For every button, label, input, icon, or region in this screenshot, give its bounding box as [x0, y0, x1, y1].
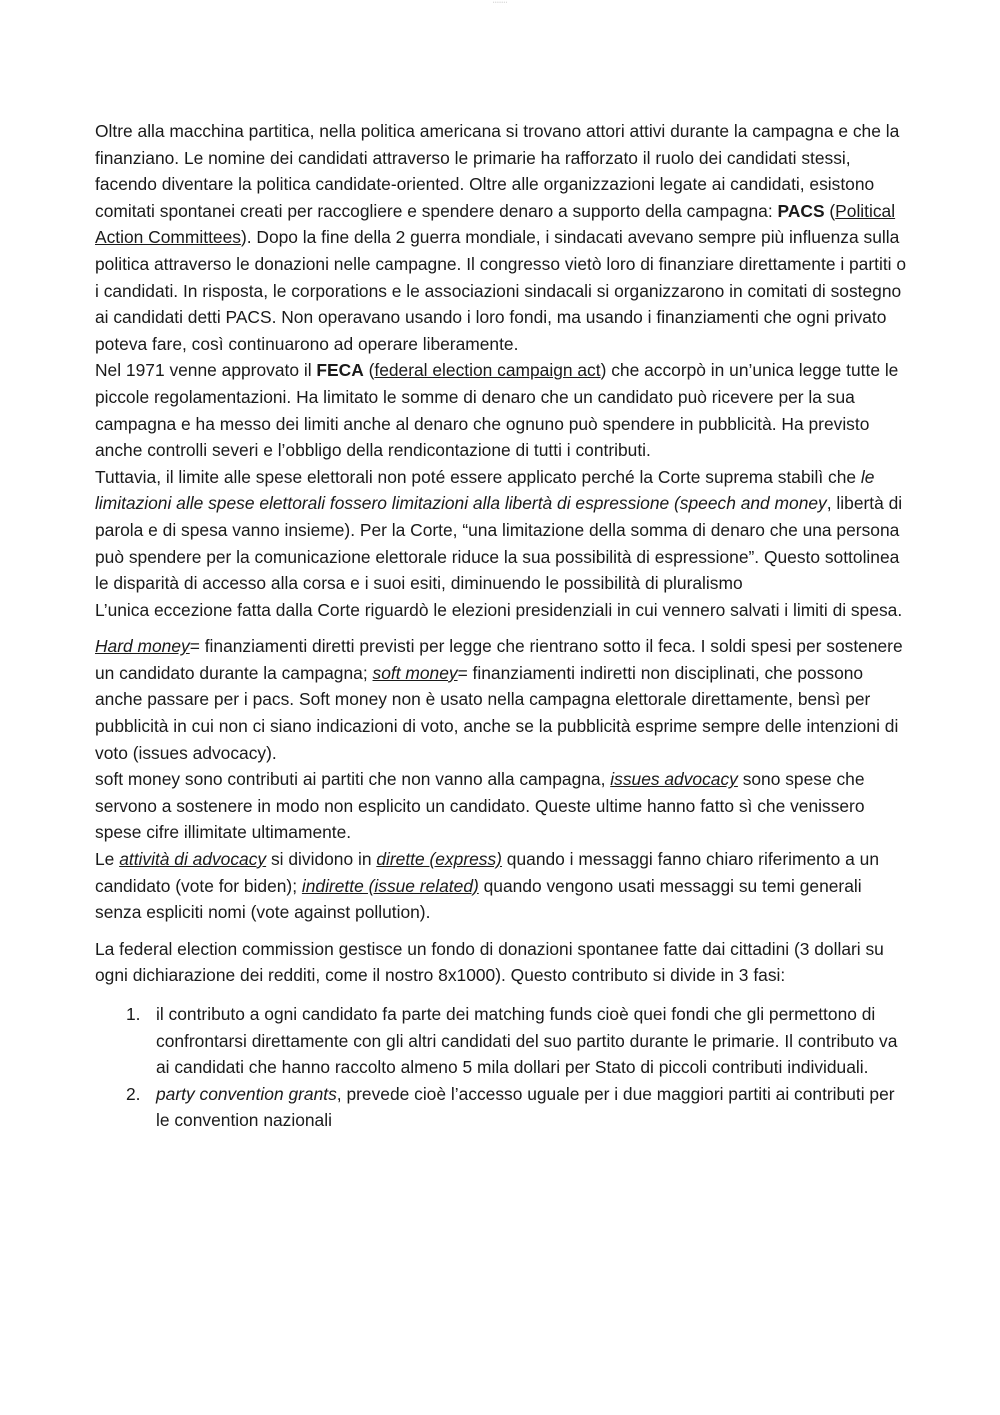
list-item-text: , prevede cioè l’accesso uguale per i due maggiori partiti ai contributi per le convention nazionali: [156, 1083, 895, 1131]
pacs-full-name: Political Action Committees: [95, 200, 896, 248]
list-item: [95, 1081, 910, 1134]
paragraph-hard-soft-money: Hard money= finanziamenti diretti previsti per legge che rientrano sotto il feca. I soldi spesi per sostenere un candidato durante la campagna; soft money= finanziamenti indiretti non disciplinati, che possono anche passare per i pacs. Soft money non è usato nella campagna elettorale direttamente, bensì per pubblicità in cui non ci siano indicazioni di voto, anche se la pubblicità esprime sempre delle intenzioni di voto (issues advocacy).: [95, 636, 903, 763]
paragraph-issues-advocacy: soft money sono contributi ai partiti che non vanno alla campagna, issues advocacy sono spese che servono a sostenere in modo non esplicito un candidato. Queste ultime hanno fatto sì che venissero spese cifre illimitate ultimamente.: [95, 769, 865, 843]
paragraph-feca: Nel 1971 venne approvato il FECA (federal election campaign act) che accorpò in un’unica legge tutte le piccole regolamentazioni. Ha limitato le somme di denaro che un candidato può ricevere per la sua campagna e ha messo dei limiti anche al denaro che ognuno può spendere in pubblicità. Ha previsto anche controlli severi e l’obbligo della rendicontazione di tutti i contributi.: [95, 360, 899, 461]
list-item-text: il contributo a ogni candidato fa parte dei matching funds cioè quei fondi che gli permettono di confrontarsi direttamente con gli altri candidati del suo partito durante le primarie. Il contributo va ai candidati che hanno raccolto almeno 5 mila dollari per Stato di piccoli contributi individuali.: [156, 1004, 898, 1078]
fasi-list: [95, 1001, 910, 1134]
paragraph-federal-election-commission: La federal election commission gestisce un fondo di donazioni spontanee fatte dai cittadini (3 dollari su ogni dichiarazione dei redditi, come il nostro 8x1000). Questo contributo si divide in 3 fasi:: [95, 938, 884, 986]
paragraph-pacs: Oltre alla macchina partitica, nella politica americana si trovano attori attivi durante la campagna e che la finanziano. Le nomine dei candidati attraverso le primarie ha rafforzato il ruolo dei candidati stessi, facendo diventare la politica candidate-oriented. Oltre alle organizzazioni legate ai candidati, esistono comitati spontanei creati per raccogliere e spendere denaro a supporto della campagna: PACS (Political Action Committees). Dopo la fine della 2 guerra mondiale, i sindacati avevano sempre più influenza sulla politica attraverso le donazioni nelle campagne. Il congresso vietò loro di finanziare direttamente i partiti o i candidati. In risposta, le corporations e le associazioni sindacali si organizzarono in comitati di sostegno ai candidati detti PACS. Non operavano usando i loro fondi, ma usando i finanziamenti che ogni privato poteva fare, così continuarono ad operare liberamente.: [95, 121, 907, 354]
feca-full-name: federal election campaign act: [374, 360, 601, 381]
paragraph-corte-suprema: Tuttavia, il limite alle spese elettorali non poté essere applicato perché la Corte suprema stabilì che le limitazioni alle spese elettorali fossero limitazioni alla libertà di espressione (speech and money, libertà di parola e di spesa vanno insieme). Per la Corte, “una limitazione della somma di denaro che una persona può spendere per la comunicazione elettorale riduce la sua possibilità di espressione”. Questo sottolinea le disparità di accesso alla corsa e i suoi esiti, diminuendo le possibilità di pluralismo: [95, 466, 903, 594]
indirette-term: indirette (issue related): [301, 875, 479, 896]
feca-term: FECA: [316, 360, 364, 381]
issues-advocacy-term: issues advocacy: [610, 769, 738, 790]
italic-quote: le limitazioni alle spese elettorali fossero limitazioni alla libertà di espressione (speech and money: [95, 466, 875, 514]
list-number: 2.: [126, 1083, 141, 1104]
list-item: [95, 1001, 910, 1081]
attivita-advocacy-term: attività di advocacy: [119, 849, 267, 870]
hard-money-term: Hard money: [95, 636, 190, 657]
page-header-mark: • • • • • • • •: [492, 0, 508, 4]
soft-money-term: soft money: [372, 662, 458, 683]
paragraph-attivita-advocacy: Le attività di advocacy si dividono in dirette (express) quando i messaggi fanno chiaro riferimento a un candidato (vote for biden); indirette (issue related) quando vengono usati messaggi su temi generali senza espliciti nomi (vote against pollution).: [95, 849, 879, 923]
dirette-term: dirette (express): [376, 849, 502, 870]
paragraph-eccezione: L’unica eccezione fatta dalla Corte riguardò le elezioni presidenziali in cui vennero salvati i limiti di spesa.: [95, 599, 903, 620]
party-convention-grants-term: party convention grants: [156, 1083, 337, 1104]
document-body: [95, 118, 910, 1134]
pacs-term: PACS: [777, 200, 825, 221]
list-number: 1.: [126, 1004, 141, 1024]
